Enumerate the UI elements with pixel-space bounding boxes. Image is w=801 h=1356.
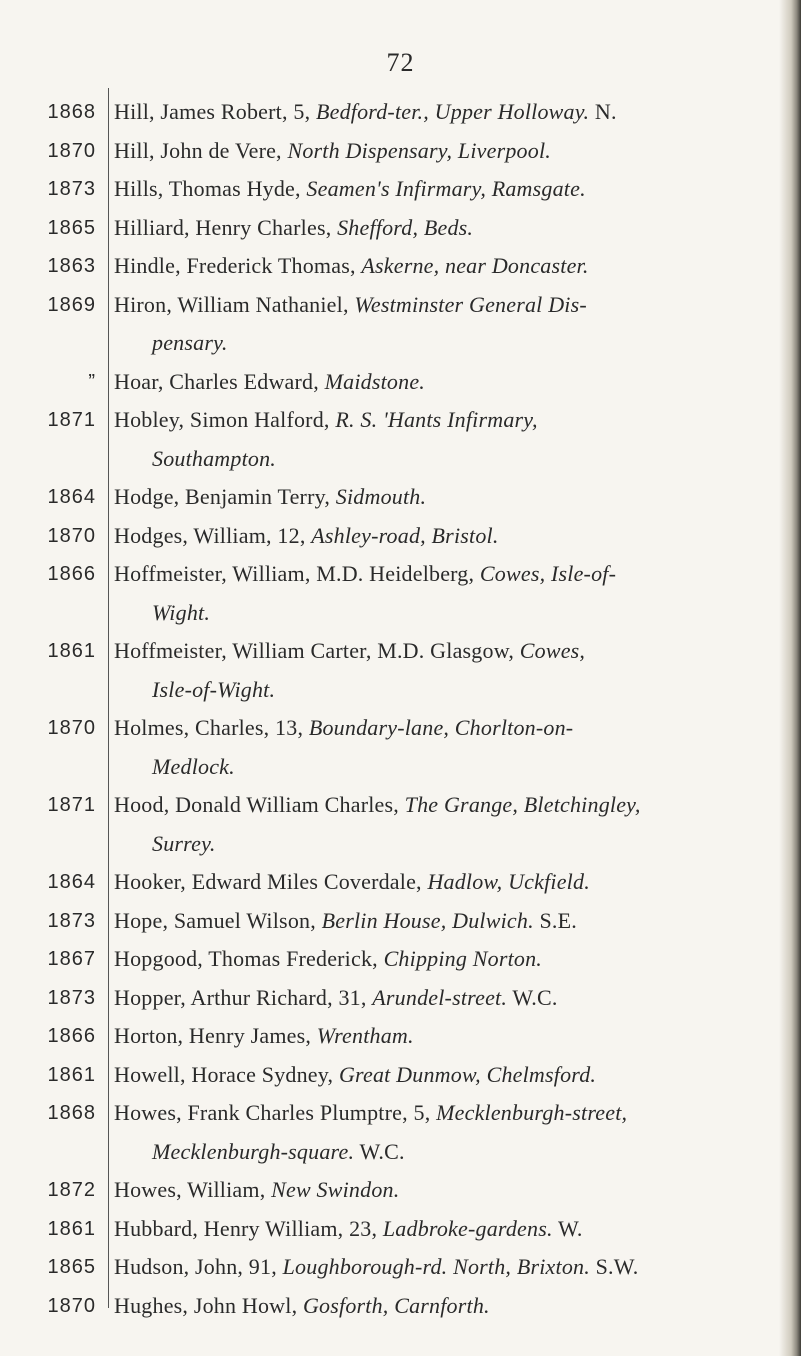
entry-year: 1864 (47, 871, 96, 893)
entry-line (114, 247, 764, 286)
entry-address-text: Southampton. (152, 445, 277, 471)
register-entry (0, 401, 801, 478)
entry-name-text: Hoar, Charles Edward, (114, 368, 325, 394)
entry-address-text: pensary. (152, 330, 228, 355)
entry-name-text: Hooker, Edward Miles Coverdale, (114, 869, 428, 894)
entry-address-text: Wight. (152, 599, 211, 625)
entry-address-text: Mecklenburgh-street, (436, 1100, 628, 1125)
entry-address-text: Ladbroke-gardens. (382, 1215, 553, 1241)
entry-line (114, 979, 764, 1018)
entry-year: 1864 (47, 486, 96, 508)
register-entry (0, 1017, 801, 1056)
entry-text (108, 863, 764, 902)
entry-text (108, 1171, 764, 1210)
entry-name-text: Hopper, Arthur Richard, 31, (114, 984, 373, 1010)
entry-year: 1868 (47, 101, 96, 123)
entry-line (114, 132, 764, 171)
register-entry (0, 363, 801, 402)
entry-year: 1869 (47, 293, 96, 316)
entry-text (108, 632, 764, 709)
entry-line (114, 786, 764, 825)
register-entry (0, 786, 801, 863)
entry-year: 1871 (47, 409, 96, 431)
entry-year: 1873 (47, 986, 96, 1009)
entry-year: 1861 (47, 640, 96, 662)
entry-year: 1866 (47, 1025, 96, 1047)
register-entry (0, 709, 801, 786)
register-entry (0, 209, 801, 248)
entry-address-text: Mecklenburgh-square. (152, 1138, 355, 1164)
entry-text (108, 979, 764, 1018)
entry-name-text: Howes, Frank Charles Plumptre, 5, (114, 1100, 437, 1125)
entry-name-text: W.C. (507, 984, 558, 1010)
entry-continuation-line (114, 825, 764, 864)
register-entry (0, 286, 801, 363)
entry-continuation-line (114, 594, 764, 633)
entry-text (108, 1056, 764, 1095)
entry-line (114, 1017, 764, 1056)
entry-name-text: Hilliard, Henry Charles, (114, 214, 338, 240)
entry-line (114, 363, 764, 402)
entry-name-text: Horton, Henry James, (114, 1023, 317, 1048)
entry-year: 1871 (47, 794, 96, 816)
entry-line (114, 209, 764, 248)
entry-line (114, 555, 764, 594)
entry-line (114, 902, 764, 941)
entry-text (108, 786, 764, 863)
entry-continuation-line (114, 748, 764, 787)
entry-text (108, 902, 764, 941)
entry-line (114, 286, 764, 325)
entry-text (108, 940, 764, 979)
entry-address-text: Sidmouth. (335, 484, 427, 509)
entry-name-text: S.E. (533, 907, 577, 933)
entry-year: 1870 (47, 139, 96, 162)
entry-text (108, 170, 764, 209)
register-entry (0, 555, 801, 632)
entry-continuation-line (114, 1133, 764, 1172)
entry-year: 1861 (47, 1217, 96, 1240)
entry-line (114, 1210, 764, 1249)
entry-address-text: Bedford-ter., Upper Holloway. (315, 99, 590, 124)
entry-line (114, 93, 764, 132)
entry-text (108, 132, 764, 171)
entry-line (114, 170, 764, 209)
entry-name-text: Holmes, Charles, 13, (114, 715, 309, 740)
register-entry (0, 632, 801, 709)
entry-address-text: R. S. 'Hants Infirmary, (335, 407, 538, 432)
entry-address-text: Gosforth, Carnforth. (302, 1292, 490, 1318)
entry-address-text: Arundel-street. (372, 984, 508, 1010)
entry-address-text: Askerne, near Doncaster. (361, 253, 589, 278)
entry-text (108, 1017, 764, 1056)
entry-text (108, 478, 764, 517)
register-entry (0, 863, 801, 902)
register-entry (0, 478, 801, 517)
entry-address-text: Wrentham. (316, 1023, 414, 1048)
entry-year: 1861 (47, 1063, 96, 1086)
entry-line (114, 709, 764, 748)
entry-name-text: Hindle, Frederick Thomas, (114, 253, 362, 278)
entry-year: 1867 (47, 948, 96, 970)
entry-year: 1866 (47, 563, 96, 585)
entry-name-text: Hughes, John Howl, (114, 1292, 303, 1318)
register-entry (0, 1171, 801, 1210)
register-entry (0, 132, 801, 171)
entry-year: 1870 (47, 524, 96, 547)
entry-address-text: Cowes, Isle-of- (479, 561, 617, 586)
entry-line (114, 401, 764, 440)
entry-year: 1870 (47, 717, 96, 739)
register-entry (0, 1287, 801, 1326)
entry-name-text: Hope, Samuel Wilson, (114, 907, 322, 933)
entry-address-text: The Grange, Bletchingley, (404, 792, 641, 817)
entry-continuation-line (114, 324, 764, 363)
entry-name-text: Hodges, William, 12, (114, 522, 312, 548)
entry-name-text: Hills, Thomas Hyde, (114, 176, 307, 201)
entry-text (108, 247, 764, 286)
entry-text (108, 1094, 764, 1171)
entry-text (108, 1248, 764, 1287)
register-entry (0, 979, 801, 1018)
entry-text (108, 363, 764, 402)
entry-name-text: Hopgood, Thomas Frederick, (114, 946, 384, 971)
entry-address-text: Westminster General Dis- (354, 291, 587, 317)
entry-name-text: Hobley, Simon Halford, (114, 407, 336, 432)
register-entry (0, 1056, 801, 1095)
entry-text (108, 93, 764, 132)
entry-text (108, 517, 764, 556)
entry-year: 1872 (47, 1179, 96, 1201)
entry-name-text: Hubbard, Henry William, 23, (114, 1215, 383, 1241)
entry-name-text: Hoffmeister, William Carter, M.D. Glasgow, (114, 638, 520, 663)
entry-name-text: Hodge, Benjamin Terry, (114, 484, 336, 509)
entry-address-text: Seamen's Infirmary, Ramsgate. (306, 176, 586, 201)
entry-continuation-line (114, 440, 764, 479)
entry-name-text: Hudson, John, 91, (114, 1254, 283, 1279)
entry-text (108, 555, 764, 632)
entry-name-text: Hiron, William Nathaniel, (114, 291, 355, 317)
register-entry (0, 517, 801, 556)
entry-line (114, 478, 764, 517)
entry-address-text: Ashley-road, Bristol. (311, 522, 499, 548)
entry-address-text: Isle-of-Wight. (152, 676, 276, 702)
entry-year: 1865 (47, 1256, 96, 1278)
entry-continuation-line (114, 671, 764, 710)
page-number: 72 (386, 48, 415, 77)
entry-address-text: Loughborough-rd. North, Brixton. (282, 1254, 590, 1279)
entry-name-text: Hill, John de Vere, (114, 137, 288, 163)
entry-line (114, 1287, 764, 1326)
entry-address-text: Maidstone. (324, 368, 426, 394)
register-entry (0, 940, 801, 979)
entry-line (114, 863, 764, 902)
register-entry (0, 1094, 801, 1171)
entry-address-text: Surrey. (152, 830, 216, 856)
entry-line (114, 1056, 764, 1095)
entry-name-text: Hood, Donald William Charles, (114, 792, 405, 817)
entry-year: 1865 (47, 216, 96, 239)
register-entry (0, 1248, 801, 1287)
entry-address-text: Great Dunmow, Chelmsford. (338, 1061, 597, 1087)
entry-name-text: Hoffmeister, William, M.D. Heidelberg, (114, 561, 480, 586)
register-entries (0, 93, 801, 1325)
entry-text (108, 1287, 764, 1326)
entry-name-text: S.W. (589, 1254, 639, 1279)
entry-address-text: Berlin House, Dulwich. (321, 907, 534, 933)
entry-text (108, 209, 764, 248)
entry-name-text: Howes, William, (114, 1177, 272, 1202)
entry-line (114, 940, 764, 979)
entry-year: 1863 (47, 255, 96, 277)
entry-text (108, 709, 764, 786)
entry-name-text: Howell, Horace Sydney, (114, 1061, 339, 1087)
entry-line (114, 1248, 764, 1287)
entry-text (108, 286, 764, 363)
entry-name-text: W.C. (354, 1138, 405, 1164)
entry-line (114, 632, 764, 671)
entry-year: 1873 (47, 178, 96, 200)
entry-address-text: Boundary-lane, Chorlton-on- (308, 715, 574, 740)
entry-name-text: Hill, James Robert, 5, (114, 99, 316, 124)
entry-year: 1873 (47, 909, 96, 932)
entry-year: 1868 (47, 1102, 96, 1124)
entry-name-text: W. (552, 1215, 583, 1241)
entry-year: 1870 (47, 1294, 96, 1317)
entry-address-text: Chipping Norton. (383, 946, 543, 971)
entry-line (114, 517, 764, 556)
register-entry (0, 170, 801, 209)
register-entry (0, 247, 801, 286)
entry-line (114, 1171, 764, 1210)
entry-text (108, 1210, 764, 1249)
entry-year: ” (88, 370, 96, 393)
register-entry (0, 1210, 801, 1249)
page-edge-shadow (779, 0, 801, 1356)
entry-address-text: New Swindon. (271, 1177, 400, 1202)
entry-address-text: Cowes, (519, 638, 586, 663)
register-entry (0, 902, 801, 941)
register-entry (0, 93, 801, 132)
entry-name-text: N. (589, 99, 617, 124)
entry-address-text: Shefford, Beds. (337, 214, 474, 240)
entry-line (114, 1094, 764, 1133)
entry-text (108, 401, 764, 478)
entry-address-text: North Dispensary, Liverpool. (287, 137, 551, 163)
entry-address-text: Medlock. (152, 753, 235, 779)
entry-address-text: Hadlow, Uckfield. (427, 869, 590, 894)
